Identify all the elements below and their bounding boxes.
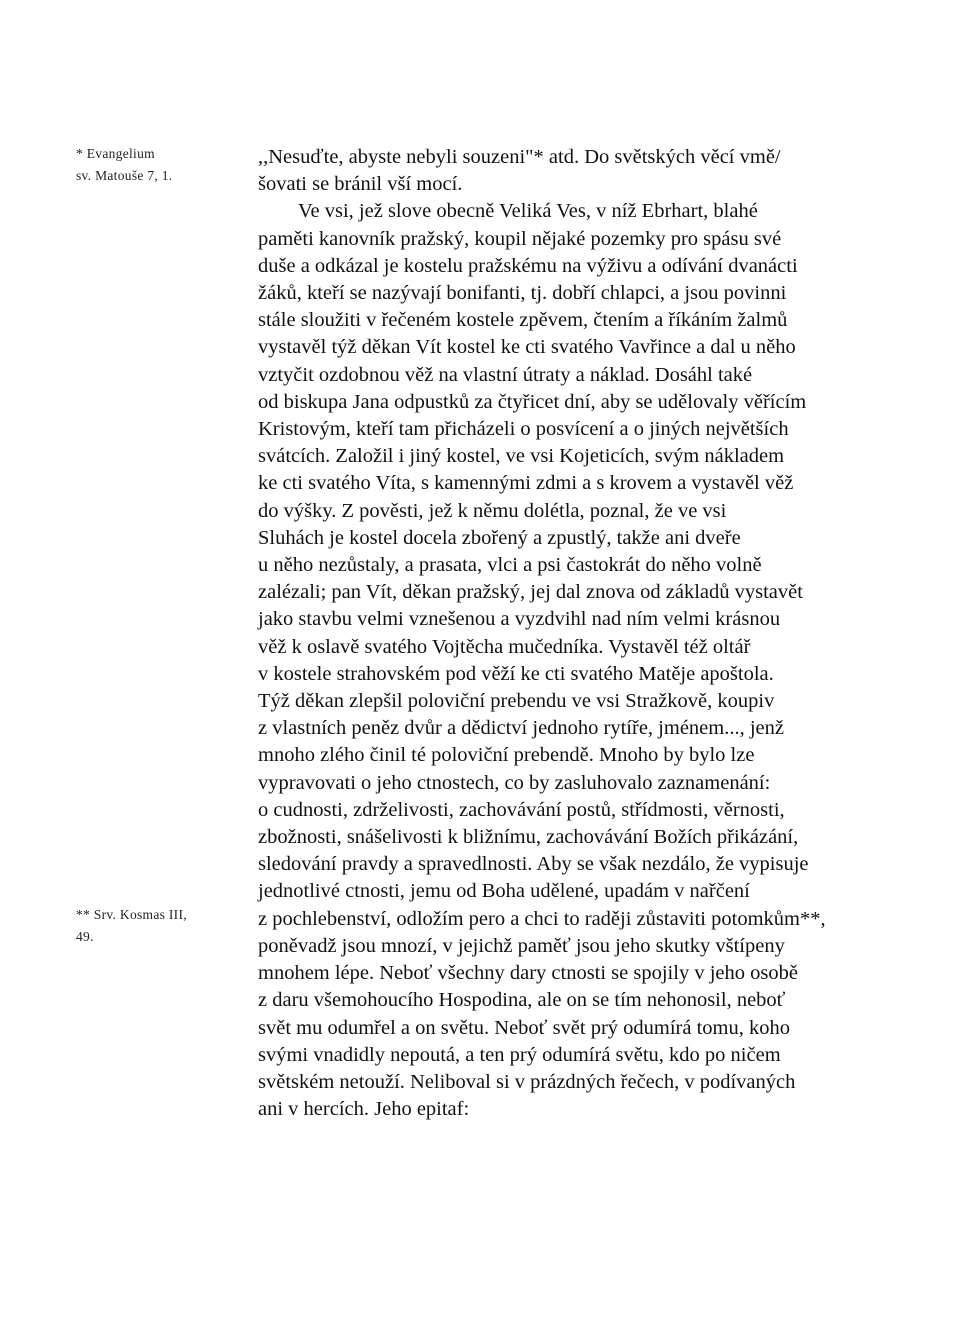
text-line: Sluhách je kostel docela zbořený a zpustlý, takže ani dveře bbox=[258, 526, 741, 549]
text-line: svět mu odumřel a on světu. Neboť svět prý odumírá tomu, koho bbox=[258, 1016, 790, 1039]
text-line: jednotlivé ctnosti, jemu od Boha udělené, upadám v nařčení bbox=[258, 880, 750, 903]
text-line: od biskupa Jana odpustků za čtyřicet dní, aby se udělovaly věřícím bbox=[258, 390, 807, 413]
text-line: vztyčit ozdobnou věž na vlastní útraty a náklad. Dosáhl také bbox=[258, 363, 753, 386]
text-line: o cudnosti, zdrželivosti, zachovávání postů, střídmosti, věrnosti, bbox=[258, 798, 785, 821]
text-line: mnoho zlého činil té poloviční prebendě. Mnoho by bylo lze bbox=[258, 744, 755, 767]
margin-footnote-1 bbox=[76, 143, 236, 187]
margin-note-line: * Evangelium bbox=[76, 146, 155, 161]
text-line: paměti kanovník pražský, koupil nějaké pozemky pro spásu své bbox=[258, 227, 782, 250]
text-line: žáků, kteří se nazývají bonifanti, tj. dobří chlapci, a jsou povinni bbox=[258, 282, 787, 305]
text-line: zalézali; pan Vít, děkan pražský, jej dal znova od základů vystavět bbox=[258, 581, 803, 604]
text-line: duše a odkázal je kostelu pražskému na výživu a odívání dvanácti bbox=[258, 254, 798, 277]
text-line: mnohem lépe. Neboť všechny dary ctnosti se spojily v jeho osobě bbox=[258, 962, 798, 985]
margin-footnote-2 bbox=[76, 904, 236, 948]
margin-note-line: sv. Matouše 7, 1. bbox=[76, 168, 173, 183]
text-line: u něho nezůstaly, a prasata, vlci a psi častokrát do něho volně bbox=[258, 554, 762, 577]
text-line: ke cti svatého Víta, s kamennými zdmi a s krovem a vystavěl věž bbox=[258, 472, 794, 495]
text-line: do výšky. Z pověsti, jež k němu dolétla, poznal, že ve vsi bbox=[258, 499, 727, 522]
text-line: jako stavbu velmi vznešenou a vyzdvihl nad ním velmi krásnou bbox=[258, 608, 781, 631]
text-line: v kostele strahovském pod věží ke cti svatého Matěje apoštola. bbox=[258, 662, 774, 685]
text-line: Ve vsi, jež slove obecně Veliká Ves, v níž Ebrhart, blahé bbox=[298, 200, 758, 223]
text-line: stále sloužiti v řečeném kostele zpěvem, čtením a říkáním žalmů bbox=[258, 309, 788, 332]
text-line: vypravovati o jeho ctnostech, co by zasluhovalo zaznamenání: bbox=[258, 771, 771, 794]
text-line: svými vnadidly nepoutá, a ten prý odumírá světu, kdo po ničem bbox=[258, 1043, 781, 1066]
text-line: z vlastních peněz dvůr a dědictví jednoho rytíře, jménem..., jenž bbox=[258, 717, 784, 740]
text-line: Kristovým, kteří tam přicházeli o posvícení a o jiných největších bbox=[258, 418, 789, 441]
margin-note-line: ** Srv. Kosmas III, bbox=[76, 907, 187, 922]
text-line: sledování pravdy a spravedlnosti. Aby se však nezdálo, že vypisuje bbox=[258, 853, 809, 876]
text-line: světském netouží. Neliboval si v prázdných řečech, v podívaných bbox=[258, 1070, 796, 1093]
body-text bbox=[258, 144, 878, 1123]
text-line: Týž děkan zlepšil poloviční prebendu ve vsi Stražkově, koupiv bbox=[258, 690, 775, 713]
text-line: věž k oslavě svatého Vojtěcha mučedníka. Vystavěl též oltář bbox=[258, 635, 751, 658]
text-line: poněvadž jsou mnozí, v jejichž paměť jsou jeho skutky vštípeny bbox=[258, 934, 785, 957]
text-line: ,,Nesuďte, abyste nebyli souzeni"* atd. Do světských věcí vmě/ bbox=[258, 146, 781, 168]
text-line: šovati se bránil vší mocí. bbox=[258, 173, 463, 196]
margin-note-line: 49. bbox=[76, 929, 94, 944]
text-line: z daru všemohoucího Hospodina, ale on se tím nehonosil, neboť bbox=[258, 989, 786, 1012]
text-line: vystavěl týž děkan Vít kostel ke cti svatého Vavřince a dal u něho bbox=[258, 336, 796, 359]
text-line: svátcích. Založil i jiný kostel, ve vsi Kojeticích, svým nákladem bbox=[258, 445, 785, 468]
text-line: ani v hercích. Jeho epitaf: bbox=[258, 1098, 470, 1121]
text-line: zbožnosti, snášelivosti k bližnímu, zachovávání Božích přikázání, bbox=[258, 826, 799, 849]
text-line: z pochlebenství, odložím pero a chci to raději zůstaviti potomkům**, bbox=[258, 907, 826, 930]
